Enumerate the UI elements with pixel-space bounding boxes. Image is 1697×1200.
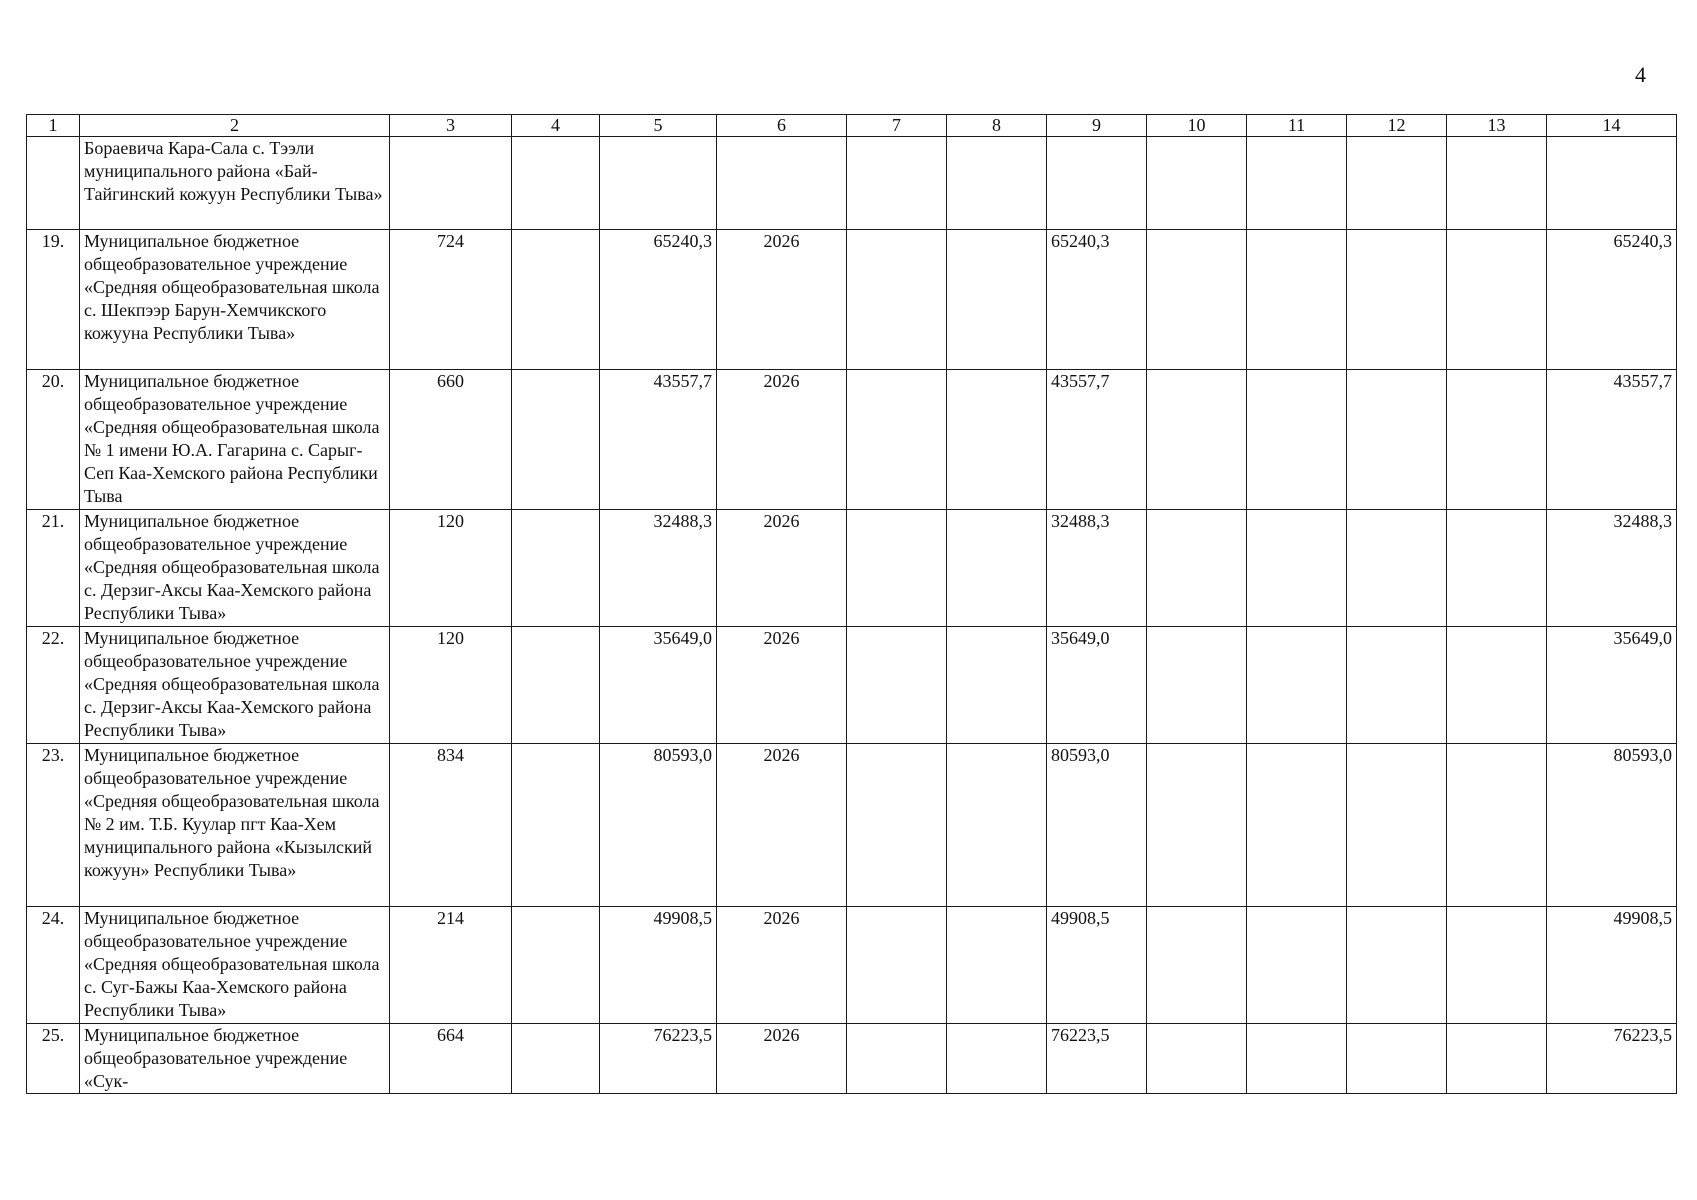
table-row [27,744,1677,907]
cell-col11 [1247,744,1347,907]
cell-col9: 43557,7 [1047,370,1147,510]
row-number: 20. [27,370,80,510]
cell-col3: 724 [390,230,512,370]
cell-col9: 76223,5 [1047,1024,1147,1094]
cell-col7 [847,1024,947,1094]
cell-col11 [1247,230,1347,370]
row-number [27,137,80,230]
table-row [27,510,1677,627]
cell-col7 [847,137,947,230]
column-header: 9 [1047,115,1147,137]
row-number: 25. [27,1024,80,1094]
cell-col5: 65240,3 [600,230,717,370]
cell-col4 [512,1024,600,1094]
cell-col5: 43557,7 [600,370,717,510]
cell-col7 [847,510,947,627]
cell-col12 [1347,907,1447,1024]
cell-col13 [1447,744,1547,907]
cell-col10 [1147,510,1247,627]
cell-col10 [1147,907,1247,1024]
cell-col12 [1347,370,1447,510]
cell-col8 [947,627,1047,744]
cell-col12 [1347,627,1447,744]
institution-name: Муниципальное бюджетное общеобразовательное учреждение «Средняя общеобразовательная школа с. Шекпээр Барун-Хемчикского кожууна Республики Тыва» [80,230,390,370]
cell-col10 [1147,744,1247,907]
table-row [27,907,1677,1024]
cell-col13 [1447,907,1547,1024]
column-header: 11 [1247,115,1347,137]
cell-col3: 834 [390,744,512,907]
table-row [27,230,1677,370]
cell-col13 [1447,230,1547,370]
cell-col8 [947,510,1047,627]
cell-col8 [947,230,1047,370]
column-header: 4 [512,115,600,137]
cell-col14: 49908,5 [1547,907,1677,1024]
cell-col4 [512,137,600,230]
cell-col9: 80593,0 [1047,744,1147,907]
cell-col3: 214 [390,907,512,1024]
cell-col10 [1147,627,1247,744]
cell-col11 [1247,370,1347,510]
cell-col11 [1247,907,1347,1024]
cell-col3: 120 [390,510,512,627]
cell-col14: 35649,0 [1547,627,1677,744]
cell-col8 [947,137,1047,230]
cell-col11 [1247,627,1347,744]
cell-col8 [947,907,1047,1024]
cell-col3: 660 [390,370,512,510]
cell-col3: 664 [390,1024,512,1094]
cell-col12 [1347,137,1447,230]
cell-col9: 32488,3 [1047,510,1147,627]
cell-col5: 76223,5 [600,1024,717,1094]
cell-col5 [600,137,717,230]
cell-col14 [1547,137,1677,230]
row-number: 21. [27,510,80,627]
table-row [27,627,1677,744]
cell-col5: 80593,0 [600,744,717,907]
cell-col4 [512,627,600,744]
cell-col6: 2026 [717,907,847,1024]
column-header: 12 [1347,115,1447,137]
cell-col6: 2026 [717,230,847,370]
cell-col7 [847,230,947,370]
cell-col14: 32488,3 [1547,510,1677,627]
cell-col5: 32488,3 [600,510,717,627]
column-header: 2 [80,115,390,137]
institution-name: Муниципальное бюджетное общеобразовательное учреждение «Сук- [80,1024,390,1094]
row-number: 23. [27,744,80,907]
cell-col4 [512,230,600,370]
cell-col14: 80593,0 [1547,744,1677,907]
institution-name: Муниципальное бюджетное общеобразовательное учреждение «Средняя общеобразовательная школа № 2 им. Т.Б. Куулар пгт Каа-Хем муниципального района «Кызылский кожуун» Республики Тыва» [80,744,390,907]
cell-col4 [512,907,600,1024]
cell-col5: 49908,5 [600,907,717,1024]
column-numbers-row [27,115,1677,137]
cell-col14: 76223,5 [1547,1024,1677,1094]
cell-col11 [1247,510,1347,627]
cell-col10 [1147,230,1247,370]
cell-col10 [1147,137,1247,230]
institution-name: Муниципальное бюджетное общеобразовательное учреждение «Средняя общеобразовательная школа с. Дерзиг-Аксы Каа-Хемского района Республики Тыва» [80,627,390,744]
table-row [27,1024,1677,1094]
table-container [26,114,1677,1094]
institution-name: Муниципальное бюджетное общеобразовательное учреждение «Средняя общеобразовательная школа с. Дерзиг-Аксы Каа-Хемского района Республики Тыва» [80,510,390,627]
column-header: 13 [1447,115,1547,137]
cell-col12 [1347,744,1447,907]
cell-col9: 35649,0 [1047,627,1147,744]
cell-col11 [1247,1024,1347,1094]
cell-col4 [512,370,600,510]
cell-col4 [512,510,600,627]
cell-col6: 2026 [717,510,847,627]
cell-col8 [947,1024,1047,1094]
data-table [26,114,1677,1094]
column-header: 8 [947,115,1047,137]
cell-col13 [1447,627,1547,744]
cell-col5: 35649,0 [600,627,717,744]
cell-col7 [847,744,947,907]
cell-col13 [1447,1024,1547,1094]
cell-col8 [947,744,1047,907]
cell-col6 [717,137,847,230]
cell-col3: 120 [390,627,512,744]
cell-col6: 2026 [717,370,847,510]
cell-col7 [847,907,947,1024]
cell-col7 [847,627,947,744]
cell-col13 [1447,137,1547,230]
cell-col10 [1147,370,1247,510]
cell-col6: 2026 [717,1024,847,1094]
cell-col7 [847,370,947,510]
column-header: 10 [1147,115,1247,137]
cell-col12 [1347,230,1447,370]
row-number: 24. [27,907,80,1024]
institution-name: Муниципальное бюджетное общеобразовательное учреждение «Средняя общеобразовательная школа с. Суг-Бажы Каа-Хемского района Республики Тыва» [80,907,390,1024]
institution-name: Бораевича Кара-Сала с. Тээли муниципального района «Бай-Тайгинский кожуун Республики Тыва» [80,137,390,230]
cell-col13 [1447,510,1547,627]
table-row [27,137,1677,230]
cell-col9: 65240,3 [1047,230,1147,370]
cell-col11 [1247,137,1347,230]
column-header: 7 [847,115,947,137]
cell-col4 [512,744,600,907]
cell-col10 [1147,1024,1247,1094]
row-number: 19. [27,230,80,370]
cell-col9: 49908,5 [1047,907,1147,1024]
cell-col14: 43557,7 [1547,370,1677,510]
column-header: 5 [600,115,717,137]
cell-col13 [1447,370,1547,510]
cell-col12 [1347,510,1447,627]
cell-col12 [1347,1024,1447,1094]
column-header: 14 [1547,115,1677,137]
page-number: 4 [1635,62,1646,87]
column-header: 6 [717,115,847,137]
cell-col9 [1047,137,1147,230]
cell-col6: 2026 [717,744,847,907]
column-header: 3 [390,115,512,137]
cell-col3 [390,137,512,230]
column-header: 1 [27,115,80,137]
table-row [27,370,1677,510]
row-number: 22. [27,627,80,744]
cell-col8 [947,370,1047,510]
cell-col14: 65240,3 [1547,230,1677,370]
institution-name: Муниципальное бюджетное общеобразовательное учреждение «Средняя общеобразовательная школа № 1 имени Ю.А. Гагарина с. Сарыг-Сеп Каа-Хемского района Республики Тыва [80,370,390,510]
cell-col6: 2026 [717,627,847,744]
